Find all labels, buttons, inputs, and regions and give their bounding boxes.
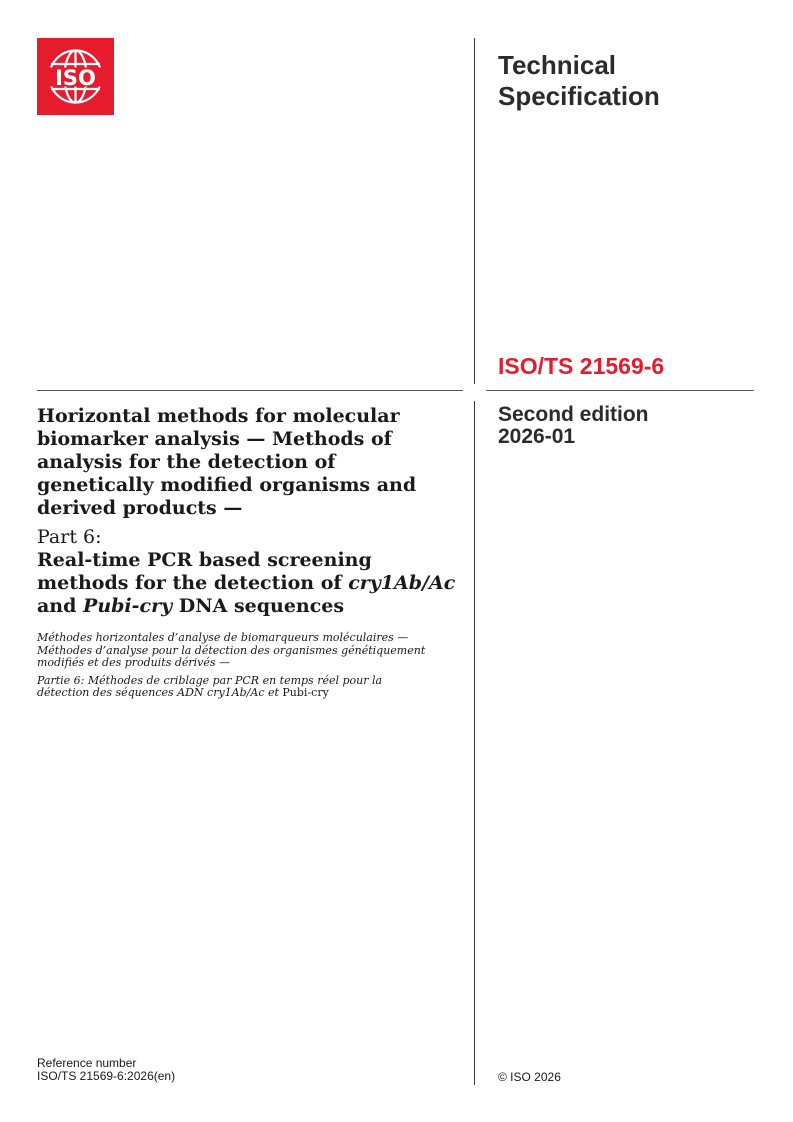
reference-number-value: ISO/TS 21569-6:2026(en) [37,1069,176,1083]
vertical-divider-top [474,38,475,384]
document-reference: ISO/TS 21569-6 [498,353,665,379]
part-title [37,549,457,618]
french-part-title-b: Pubi-cry [282,686,329,699]
reference-number-label: Reference number [37,1056,137,1070]
horizontal-rule-right [486,390,754,391]
part-title-c: and [37,595,84,617]
part-title-a: Real-time PCR based screening methods for the detection of [37,549,372,594]
copyright: © ISO 2026 [498,1070,561,1084]
french-title-block [37,632,437,700]
french-part-title [37,675,437,700]
reference-number [37,1057,175,1083]
document-type-line2: Specification [498,81,660,111]
main-title: Horizontal methods for molecular biomarker analysis — Methods of analysis for the detection of genetically modified organisms and derived products — [37,405,417,519]
iso-globe-icon [37,38,114,115]
part-title-gene-a: cry1Ab/Ac [348,572,456,594]
document-type-line1: Technical [498,50,617,80]
edition-info [498,404,649,448]
horizontal-rule-left [37,390,463,391]
edition-date: 2026-01 [498,425,576,448]
part-label: Part 6: [37,526,102,548]
edition-label: Second edition [498,403,649,426]
french-part-title-a: Partie 6: Méthodes de criblage par PCR en temps réel pour la détection des séquences ADN cry1Ab/Ac et [37,673,383,699]
document-type [498,50,660,112]
part-title-gene-b: Pubi-cry [83,595,173,617]
part-title-e: DNA sequences [172,595,345,617]
vertical-divider-bottom [474,401,475,1085]
french-main-title: Méthodes horizontales d’analyse de biomarqueurs moléculaires — Méthodes d’analyse pour la détection des organismes génétiquement modifiés et des produits dérivés — [37,631,426,669]
title-block [37,405,457,700]
logo-text: ISO [55,66,96,90]
